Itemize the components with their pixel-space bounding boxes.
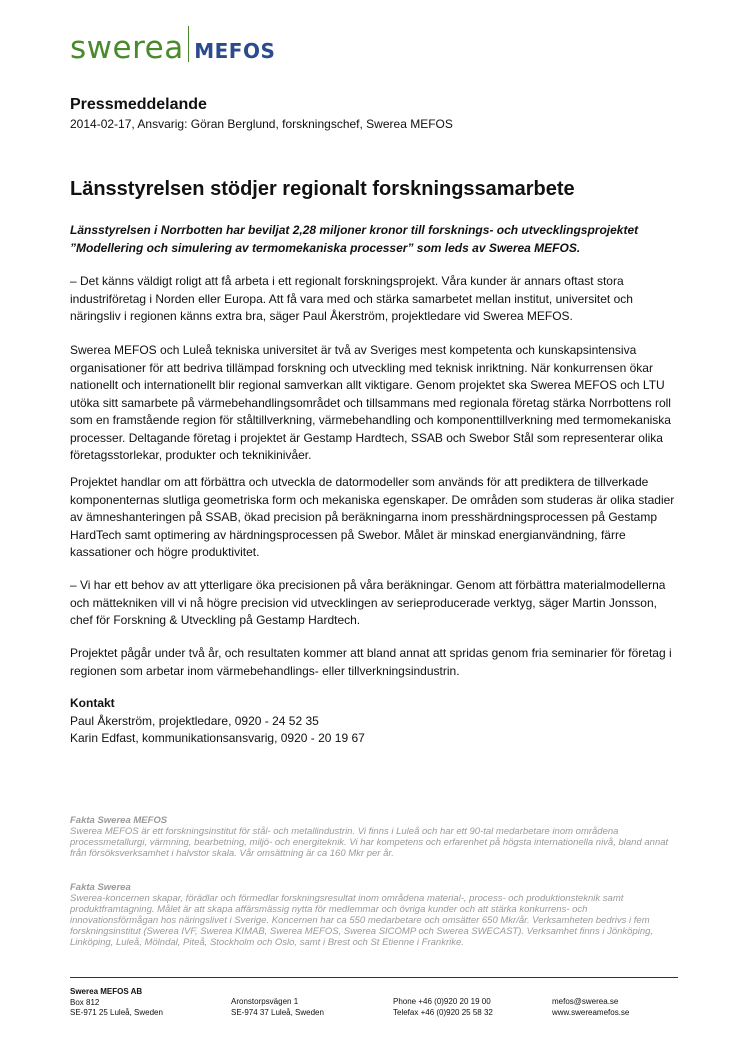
footer-postal: SE-971 25 Luleå, Sweden	[70, 1008, 163, 1017]
logo-divider	[188, 26, 190, 62]
footer-postal: SE-974 37 Luleå, Sweden	[231, 1007, 324, 1017]
facts-heading: Fakta Swerea MEFOS	[70, 815, 168, 826]
facts-swerea	[70, 882, 670, 948]
logo-suffix: MEFOS	[194, 39, 276, 63]
footer-visit-address	[231, 997, 324, 1018]
footer-fax: Telefax +46 (0)920 25 58 32	[393, 1007, 493, 1017]
facts-heading: Fakta Swerea	[70, 882, 131, 893]
footer-web-block	[552, 997, 629, 1018]
facts-text: Swerea MEFOS är ett forskningsinstitut för stål- och metallindustrin. Vi finns i Luleå och har ett 90-tal medarbetare inom områdena processmetallurgi, värmning, bearbetning, miljö- och energiteknik. Vi har kompetens och erfarenhet på högsta internationella nivå, bland annat från försöksverksamhet i halvstor skala. Vår omsättning är ca 160 Mkr per år.	[70, 826, 669, 859]
body-paragraph: Projektet handlar om att förbättra och utveckla de datormodeller som används för att prediktera de tillverkade komponenternas slutliga geometriska form och mekaniska egenskaper. De områden som studeras är olika stadier av ämneshanteringen på SSAB, ökad precision på beräkningarna inom presshärdningsprocessen på Gestamp HardTech samt optimering av härdningsprocessen på Swebor. Målet är minskad energianvändning, färre kassationer och högre produktivitet.	[70, 475, 675, 559]
facts-text: Swerea-koncernen skapar, förädlar och förmedlar forskningsresultat inom områdena material-, process- och produktionsteknik samt produktframtagning. Målet är att skapa affärsmässig nytta för medlemmar och övriga kunder och att stärka konkurrens- och innovationsförmågan hos näringslivet i Sverige. Koncernen har ca 550 medarbetare och omsätter 650 Mkr/år. Verksamheten bedrivs i fem forskningsinstitut (Swerea IVF, Swerea KIMAB, Swerea MEFOS, Swerea SICOMP och Swerea SWECAST). Verksamhet finns i Jönköping, Linköping, Luleå, Mölndal, Piteå, Stockholm och Oslo, samt i Brest och St Etienne i Frankrike.	[70, 893, 654, 948]
footer-company-address	[70, 987, 163, 1019]
footer-website-link[interactable]: www.swereamefos.se	[552, 1007, 630, 1017]
logo-wordmark: swerea	[70, 30, 184, 66]
footer-phone-block	[393, 997, 493, 1018]
body-paragraph: Projektet pågår under två år, och resultaten kommer att bland annat att spridas genom fria seminarier för företag i regionen som arbetar inom värmebehandlings- eller tillverkningsindustrin.	[70, 646, 672, 678]
swerea-mefos-logo	[70, 24, 275, 64]
document-meta: 2014-02-17, Ansvarig: Göran Berglund, forskningschef, Swerea MEFOS	[70, 117, 453, 131]
footer-street: Aronstorpsvägen 1	[231, 997, 299, 1006]
body-paragraph: – Vi har ett behov av att ytterligare öka precisionen på våra beräkningar. Genom att förbättra materialmodellerna och mättekniken vill vi nå högre precision vid utvecklingen av serieproducerade verktyg, säger Martin Jonsson, chef för Forskning & Utveckling på Gestamp Hardtech.	[70, 578, 666, 627]
lead-paragraph: Länsstyrelsen i Norrbotten har beviljat 2,28 miljoner kronor till forsknings- och utvecklingsprojektet ”Modellering och simulering av termomekaniska processer” som leds av Swerea MEFOS.	[70, 223, 639, 255]
page-title: Länsstyrelsen stödjer regionalt forskningssamarbete	[70, 178, 575, 200]
footer-phone: Phone +46 (0)920 20 19 00	[393, 997, 491, 1006]
footer-email-link[interactable]: mefos@swerea.se	[552, 997, 619, 1006]
body-paragraph: Swerea MEFOS och Luleå tekniska universitet är två av Sveriges mest kompetenta och kunskapsintensiva organisationer för att bedriva tillämpad forskning och utveckling med teknisk inriktning. När konkurrensen ökar nationellt och internationellt blir regional samverkan allt viktigare. Genom projektet ska Swerea MEFOS och LTU utöka sitt samarbete på värmebehandlingsområdet och tillsammans med regionala företag stärka Norrbottens roll som en framstående region för ståltillverkning, värmebehandling och komponenttillverkning med termomekaniska processer. Deltagande företag i projektet är Gestamp Hardtech, SSAB och Swebor Stål som representerar olika företagsstorlekar, produkter och teknikinivåer.	[70, 343, 671, 462]
footer-company-name: Swerea MEFOS AB	[70, 987, 143, 996]
footer-divider	[70, 977, 678, 978]
footer-box: Box 812	[70, 997, 100, 1007]
contact-section	[70, 695, 365, 748]
contact-line: Karin Edfast, kommunikationsansvarig, 0920 - 20 19 67	[70, 731, 365, 745]
contact-line: Paul Åkerström, projektledare, 0920 - 24 52 35	[70, 713, 319, 728]
contact-heading: Kontakt	[70, 696, 115, 710]
document-type: Pressmeddelande	[70, 96, 207, 113]
body-paragraph: – Det känns väldigt roligt att få arbeta i ett regionalt forskningsprojekt. Våra kunder är annars oftast stora industriföretag i Norden eller Europa. Att få vara med och stärka samarbetet mellan institut, universitet och näringsliv i regionen känns extra bra, säger Paul Åkerström, projektledare vid Swerea MEFOS.	[70, 274, 633, 323]
facts-swerea-mefos	[70, 815, 670, 859]
